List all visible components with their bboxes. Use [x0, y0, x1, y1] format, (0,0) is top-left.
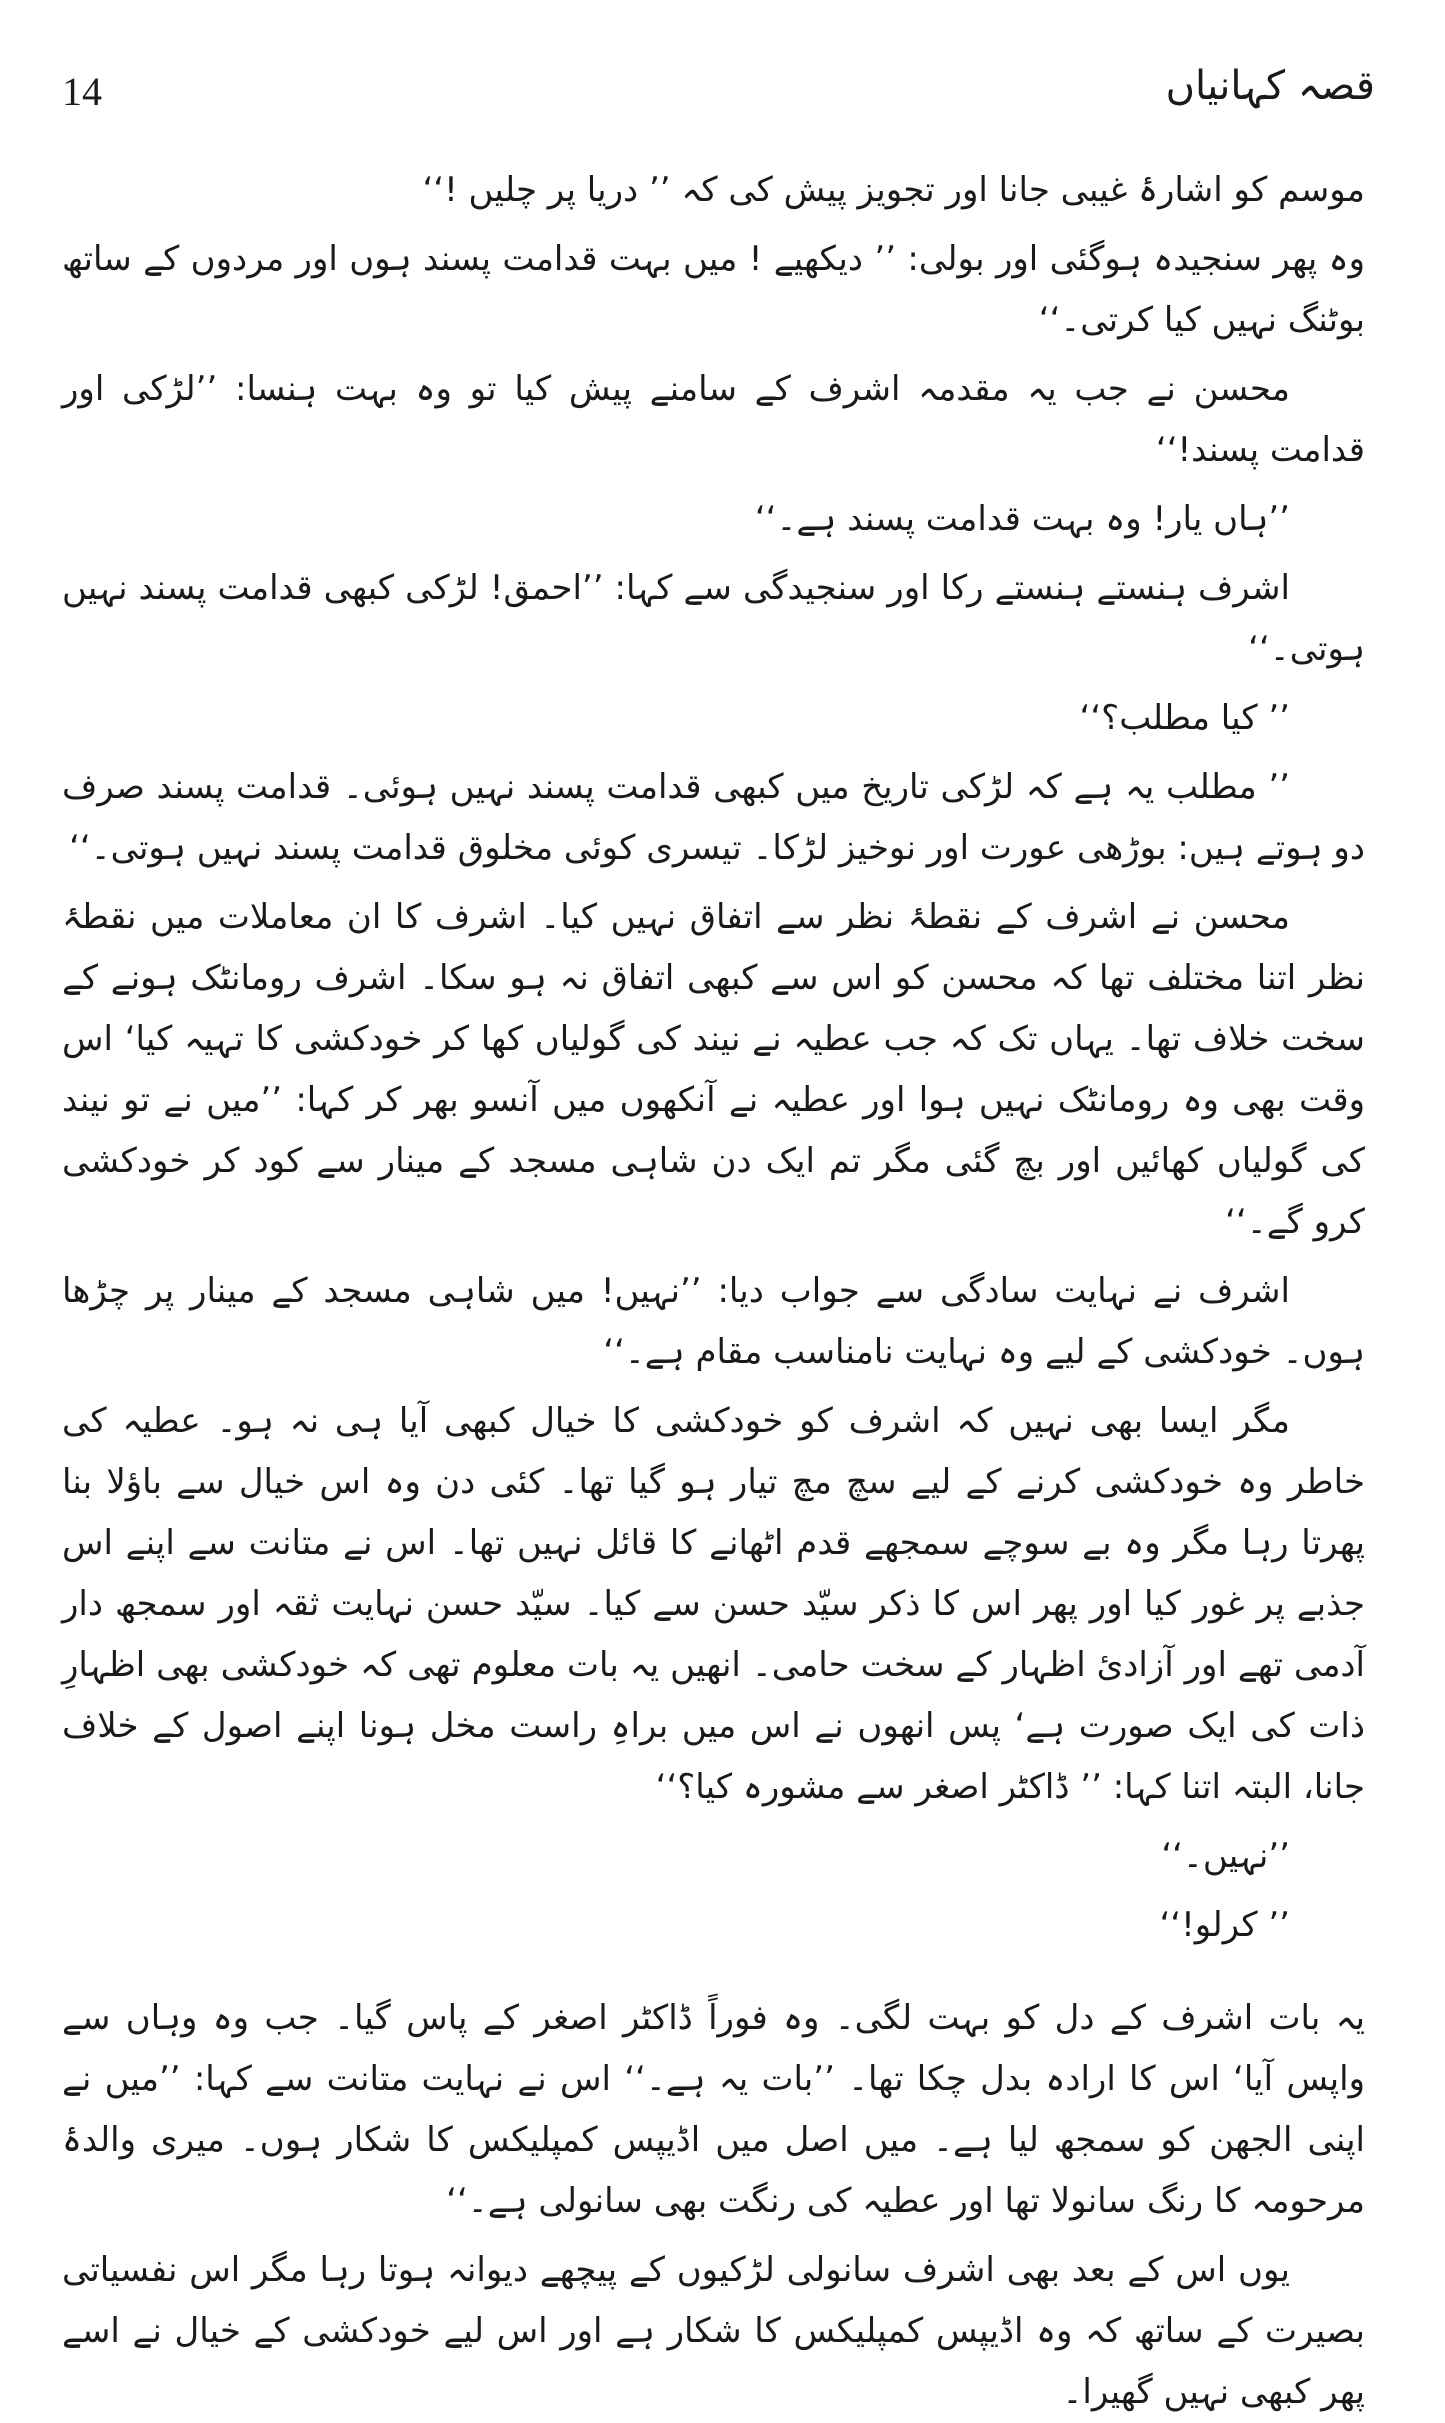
body-text [62, 160, 1365, 2412]
paragraph: مگر ایسا بھی نہیں کہ اشرف کو خودکشی کا خیال کبھی آیا ہی نہ ہو۔ عطیہ کی خاطر وہ خودکشی کرنے کے لیے سچ مچ تیار ہو گیا تھا۔ کئی دن وہ اس خیال سے باؤلا بنا پھرتا رہا مگر وہ بے سوچے سمجھے قدم اٹھانے کا قائل نہیں تھا۔ اس نے متانت سے اپنے اس جذبے پر غور کیا اور پھر اس کا ذکر سیّد حسن سے کیا۔ سیّد حسن نہایت ثقہ اور سمجھ دار آدمی تھے اور آزادیٔ اظہار کے سخت حامی۔ انھیں یہ بات معلوم تھی کہ خودکشی بھی اظہارِ ذات کی ایک صورت ہے‘ پس انھوں نے اس میں براہِ راست مخل ہونا اپنے اصول کے خلاف جانا، البتہ اتنا کہا: ’’ ڈاکٹر اصغر سے مشورہ کیا؟‘‘ [62, 1401, 1365, 1807]
paragraph: ’’ مطلب یہ ہے کہ لڑکی تاریخ میں کبھی قدامت پسند نہیں ہوئی۔ قدامت پسند صرف دو ہوتے ہیں: بوڑھی عورت اور نوخیز لڑکا۔ تیسری کوئی مخلوق قدامت پسند نہیں ہوتی۔‘‘ [62, 767, 1365, 868]
paragraph: اشرف نے نہایت سادگی سے جواب دیا: ’’نہیں! میں شاہی مسجد کے مینار پر چڑھا ہوں۔ خودکشی کے لیے وہ نہایت نامناسب مقام ہے۔‘‘ [62, 1271, 1365, 1372]
paragraph: وہ پھر سنجیدہ ہوگئی اور بولی: ’’ دیکھیے ! میں بہت قدامت پسند ہوں اور مردوں کے ساتھ بوٹنگ نہیں کیا کرتی۔‘‘ [62, 239, 1365, 340]
paragraph: موسم کو اشارۂ غیبی جانا اور تجویز پیش کی کہ ’’ دریا پر چلیں !‘‘ [422, 170, 1365, 210]
page-number: 14 [62, 69, 102, 114]
paragraph: محسن نے اشرف کے نقطۂ نظر سے اتفاق نہیں کیا۔ اشرف کا ان معاملات میں نقطۂ نظر اتنا مختلف تھا کہ محسن کو اس سے کبھی اتفاق نہ ہو سکا۔ اشرف رومانٹک ہونے کے سخت خلاف تھا۔ یہاں تک کہ جب عطیہ نے نیند کی گولیاں کھا کر خودکشی کا تہیہ کیا‘ اس وقت بھی وہ رومانٹک نہیں ہوا اور عطیہ نے آنکھوں میں آنسو بھر کر کہا: ’’میں نے تو نیند کی گولیاں کھائیں اور بچ گئی مگر تم ایک دن شاہی مسجد کے مینار سے کود کر خودکشی کرو گے۔‘‘ [62, 897, 1365, 1242]
paragraph: ’’ہاں یار! وہ بہت قدامت پسند ہے۔‘‘ [754, 499, 1290, 539]
paragraph: یوں اس کے بعد بھی اشرف سانولی لڑکیوں کے پیچھے دیوانہ ہوتا رہا مگر اس نفسیاتی بصیرت کے ساتھ کہ وہ اڈیپس کمپلیکس کا شکار ہے اور اس لیے خودکشی کے خیال نے اسے پھر کبھی نہیں گھیرا۔ [62, 2250, 1365, 2412]
paragraph: اشرف ہنستے ہنستے رکا اور سنجیدگی سے کہا: ’’احمق! لڑکی کبھی قدامت پسند نہیں ہوتی۔‘‘ [62, 568, 1365, 669]
paragraph: یہ بات اشرف کے دل کو بہت لگی۔ وہ فوراً ڈاکٹر اصغر کے پاس گیا۔ جب وہ وہاں سے واپس آیا‘ اس کا ارادہ بدل چکا تھا۔ ’’بات یہ ہے۔‘‘ اس نے نہایت متانت سے کہا: ’’میں نے اپنی الجھن کو سمجھ لیا ہے۔ میں اصل میں اڈیپس کمپلیکس کا شکار ہوں۔ میری والدۂ مرحومہ کا رنگ سانولا تھا اور عطیہ کی رنگت بھی سانولی ہے۔‘‘ [62, 1998, 1365, 2221]
paragraph: ’’نہیں۔‘‘ [1161, 1836, 1290, 1876]
paragraph: ’’ کیا مطلب؟‘‘ [1079, 698, 1290, 738]
paragraph: ’’ کرلو!‘‘ [1159, 1905, 1290, 1945]
running-title: قصہ کہانیاں [1165, 63, 1375, 109]
paragraph: محسن نے جب یہ مقدمہ اشرف کے سامنے پیش کیا تو وہ بہت ہنسا: ’’لڑکی اور قدامت پسند!‘‘ [62, 369, 1365, 470]
